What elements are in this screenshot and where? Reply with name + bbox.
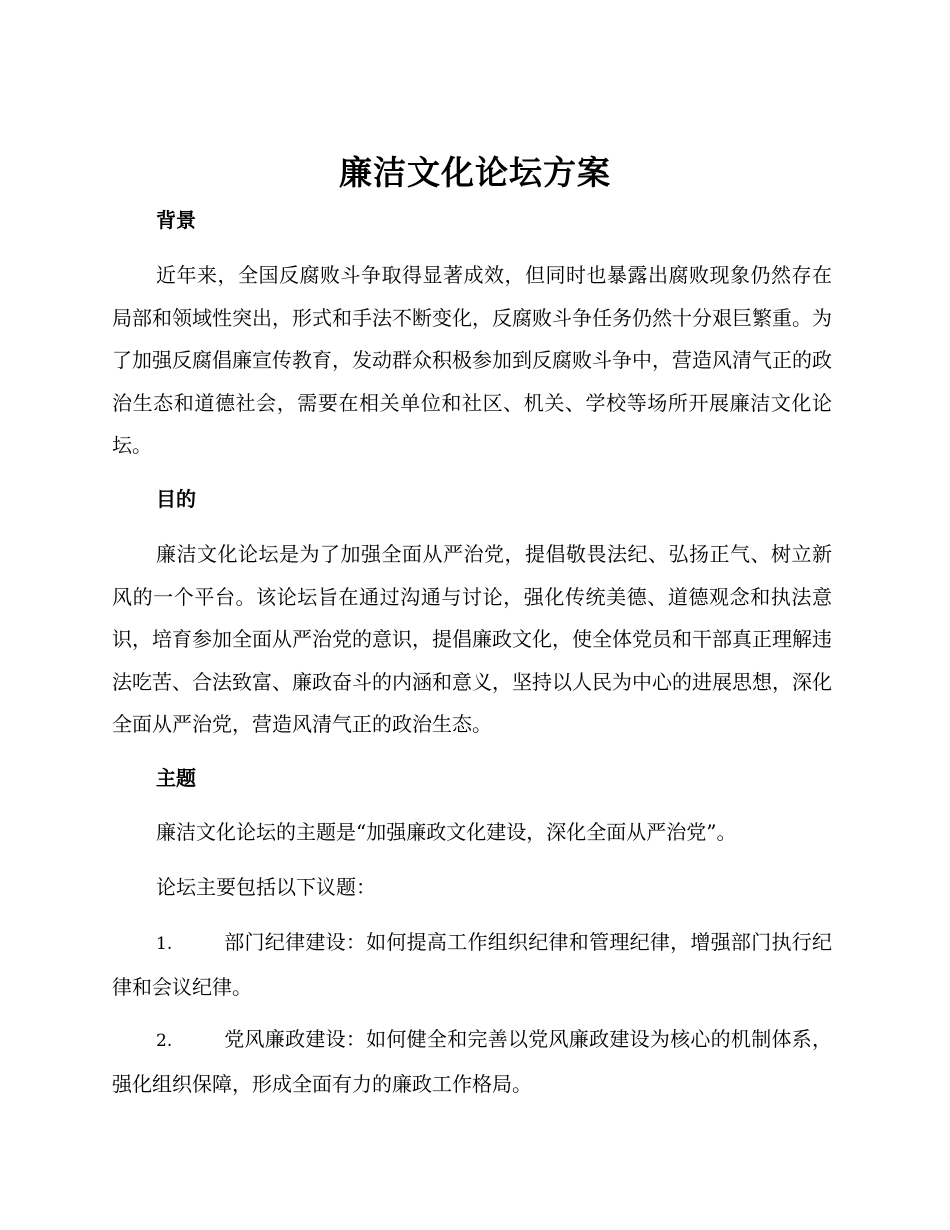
list-item <box>112 1018 832 1105</box>
section-paragraph-topics-intro: 论坛主要包括以下议题： <box>156 875 376 899</box>
section-heading-background: 背景 <box>156 208 196 232</box>
document-title: 廉洁文化论坛方案 <box>339 153 611 192</box>
section-heading-theme: 主题 <box>156 766 196 790</box>
list-item-number: 1. <box>156 934 173 954</box>
section-heading-purpose: 目的 <box>156 487 196 511</box>
section-paragraph-background: 近年来，全国反腐败斗争取得显著成效，但同时也暴露出腐败现象仍然存在局部和领域性突出，形式和手法不断变化，反腐败斗争任务仍然十分艰巨繁重。为了加强反腐倡廉宣传教育，发动群众积极参加到反腐败斗争中，营造风清气正的政治生态和道德社会，需要在相关单位和社区、机关、学校等场所开展廉洁文化论坛。 <box>112 263 832 457</box>
list-item-number: 2. <box>156 1031 173 1051</box>
list-item <box>112 921 832 1008</box>
section-paragraph-theme: 廉洁文化论坛的主题是“加强廉政文化建设，深化全面从严治党”。 <box>156 820 737 844</box>
list-item-text: 部门纪律建设：如何提高工作组织纪律和管理纪律，增强部门执行纪律和会议纪律。 <box>112 930 832 999</box>
list-item-text: 党风廉政建设：如何健全和完善以党风廉政建设为核心的机制体系，强化组织保障，形成全面有力的廉政工作格局。 <box>112 1027 832 1096</box>
section-paragraph-purpose: 廉洁文化论坛是为了加强全面从严治党，提倡敬畏法纪、弘扬正气、树立新风的一个平台。该论坛旨在通过沟通与讨论，强化传统美德、道德观念和执法意识，培育参加全面从严治党的意识，提倡廉政文化，使全体党员和干部真正理解违法吃苦、合法致富、廉政奋斗的内涵和意义，坚持以人民为中心的进展思想，深化全面从严治党，营造风清气正的政治生态。 <box>112 542 832 736</box>
